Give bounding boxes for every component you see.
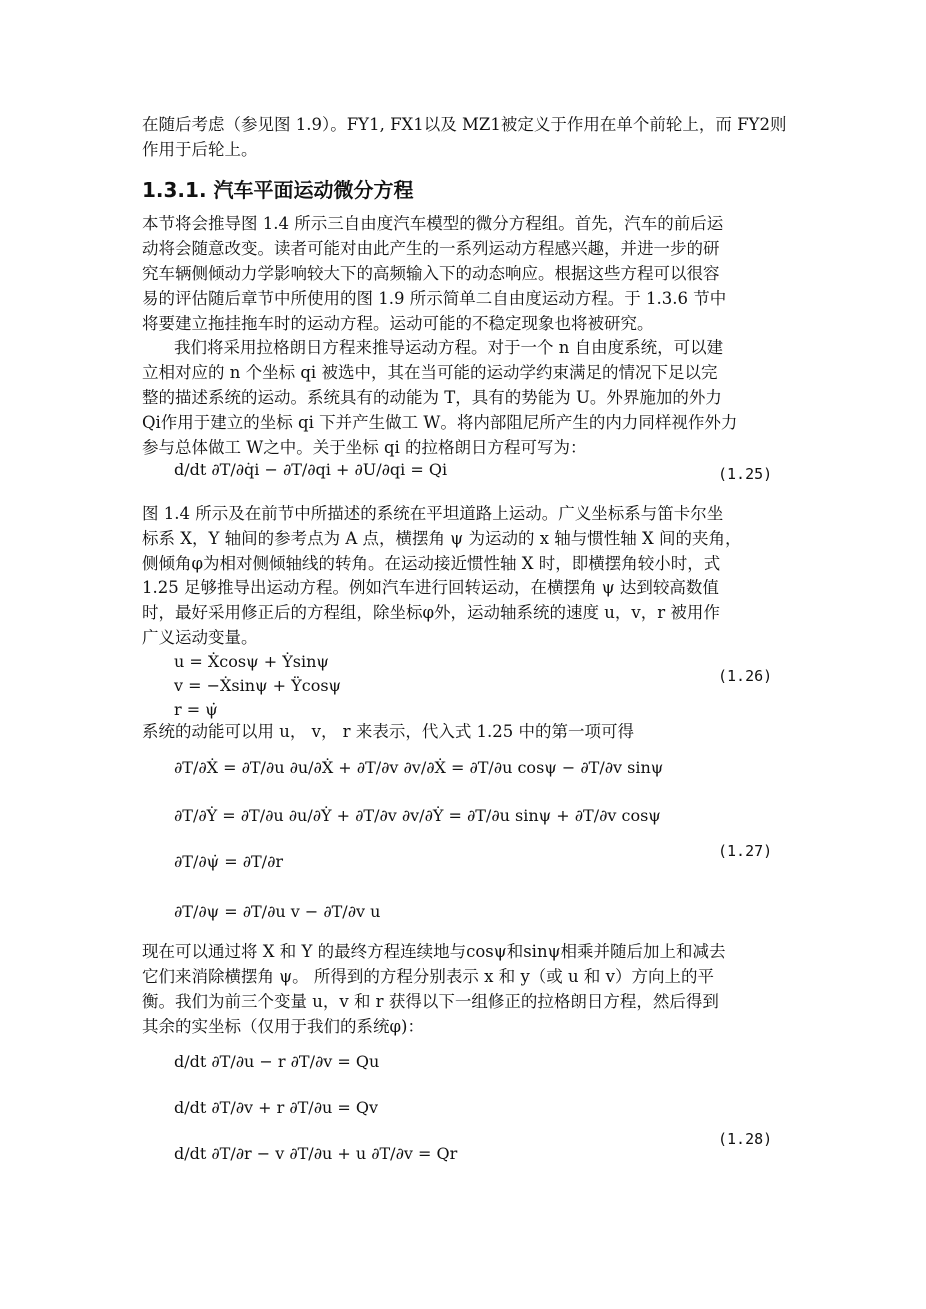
paragraph-line: Qi作用于建立的坐标 qi 下并产生做工 W。将内部阻尼所产生的内力同样视作外力 xyxy=(142,413,738,432)
equation-1-27-b: ∂T/∂Ẏ = ∂T/∂u ∂u/∂Ẏ + ∂T/∂v ∂v/∂Ẏ = ∂T/∂u sinψ + ∂T/∂v cosψ xyxy=(174,806,661,825)
equation-number: (1.28) xyxy=(718,1130,773,1148)
paragraph-line: 时，最好采用修正后的方程组，除坐标φ外，运动轴系统的速度 u，v，r 被用作 xyxy=(142,603,720,622)
paragraph-line: 易的评估随后章节中所使用的图 1.9 所示简单二自由度运动方程。于 1.3.6 节中 xyxy=(142,289,727,308)
paragraph-line: 究车辆侧倾动力学影响较大下的高频输入下的动态响应。根据这些方程可以很容 xyxy=(142,264,720,283)
paragraph-line: 图 1.4 所示及在前节中所描述的系统在平坦道路上运动。广义坐标系与笛卡尔坐 xyxy=(142,504,724,523)
section-heading: 1.3.1. 汽车平面运动微分方程 xyxy=(142,178,414,202)
equation-1-27-c: ∂T/∂ψ̇ = ∂T/∂r xyxy=(174,852,283,871)
equation-1-26-r: r = ψ̇ xyxy=(174,700,218,719)
paragraph-line: 它们来消除横摆角 ψ。 所得到的方程分别表示 x 和 y（或 u 和 v）方向上的平 xyxy=(142,967,714,986)
paragraph-line: 系统的动能可以用 u， v， r 来表示，代入式 1.25 中的第一项可得 xyxy=(142,722,635,741)
equation-1-26-u: u = Ẋcosψ + Ẏsinψ xyxy=(174,652,329,671)
equation-number: (1.25) xyxy=(718,465,773,483)
paragraph-line: 标系 X，Y 轴间的参考点为 A 点，横摆角 ψ 为运动的 x 轴与惯性轴 X 间的夹角， xyxy=(142,529,742,548)
paragraph-line: 将要建立拖挂拖车时的运动方程。运动可能的不稳定现象也将被研究。 xyxy=(142,314,654,333)
paragraph-line: 参与总体做工 W之中。关于坐标 qi 的拉格朗日方程可写为： xyxy=(142,438,587,457)
equation-1-28-a: d/dt ∂T/∂u − r ∂T/∂v = Qu xyxy=(174,1052,380,1071)
equation-1-25: d/dt ∂T/∂q̇i − ∂T/∂qi + ∂U/∂qi = Qi xyxy=(174,460,448,479)
equation-number: (1.26) xyxy=(718,667,773,685)
equation-1-27-d: ∂T/∂ψ = ∂T/∂u v − ∂T/∂v u xyxy=(174,902,381,921)
paragraph-line: 衡。我们为前三个变量 u，v 和 r 获得以下一组修正的拉格朗日方程，然后得到 xyxy=(142,992,719,1011)
equation-number: (1.27) xyxy=(718,842,773,860)
paragraph-line: 侧倾角φ为相对侧倾轴线的转角。在运动接近惯性轴 X 时，即横摆角较小时，式 xyxy=(142,554,721,573)
equation-1-27-a: ∂T/∂Ẋ = ∂T/∂u ∂u/∂Ẋ + ∂T/∂v ∂v/∂Ẋ = ∂T/∂u cosψ − ∂T/∂v sinψ xyxy=(174,758,664,777)
equation-1-28-c: d/dt ∂T/∂r − v ∂T/∂u + u ∂T/∂v = Qr xyxy=(174,1144,458,1163)
paragraph-line: 广义运动变量。 xyxy=(142,628,258,647)
paragraph-line: 立相对应的 n 个坐标 qi 被选中，其在当可能的运动学约束满足的情况下足以完 xyxy=(142,363,718,382)
paragraph-line: 我们将采用拉格朗日方程来推导运动方程。对于一个 n 自由度系统，可以建 xyxy=(174,338,724,357)
paragraph-line: 整的描述系统的运动。系统具有的动能为 T，具有的势能为 U。外界施加的外力 xyxy=(142,388,722,407)
paragraph-line: 动将会随意改变。读者可能对由此产生的一系列运动方程感兴趣，并进一步的研 xyxy=(142,239,720,258)
paragraph-line: 在随后考虑（参见图 1.9）。FY1, FX1以及 MZ1被定义于作用在单个前轮上，而 FY2则 xyxy=(142,115,787,134)
paragraph-line: 作用于后轮上。 xyxy=(142,140,258,159)
paragraph-line: 现在可以通过将 X 和 Y 的最终方程连续地与cosψ和sinψ相乘并随后加上和减去 xyxy=(142,942,726,961)
paragraph-line: 1.25 足够推导出运动方程。例如汽车进行回转运动，在横摆角 ψ 达到较高数值 xyxy=(142,578,719,597)
paragraph-line: 其余的实坐标（仅用于我们的系统φ)： xyxy=(142,1017,424,1036)
equation-1-26-v: v = −Ẋsinψ + Ÿcosψ xyxy=(174,676,342,695)
paragraph-line: 本节将会推导图 1.4 所示三自由度汽车模型的微分方程组。首先，汽车的前后运 xyxy=(142,214,724,233)
equation-1-28-b: d/dt ∂T/∂v + r ∂T/∂u = Qv xyxy=(174,1098,378,1117)
